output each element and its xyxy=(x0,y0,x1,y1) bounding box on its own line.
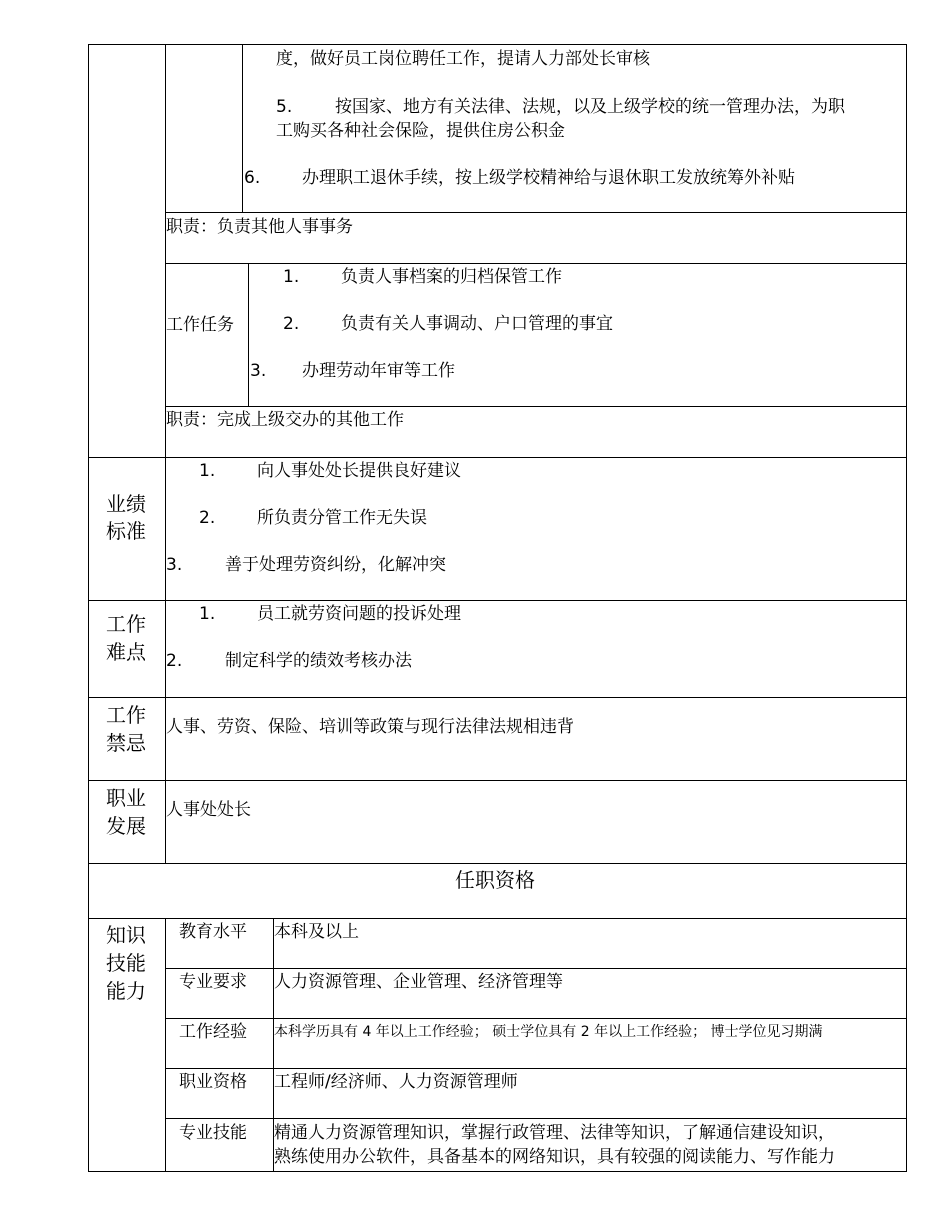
row-line-9 xyxy=(88,918,907,919)
row-line-4 xyxy=(88,457,907,458)
difficulty-1-text: 员工就劳资问题的投诉处理 xyxy=(257,604,461,624)
label-column-divider-bottom xyxy=(165,918,166,1172)
table-border-bottom xyxy=(88,1171,907,1172)
row1-item-5-number: 5. xyxy=(276,97,293,117)
row1-item-6-text: 办理职工退休手续，按上级学校精神给与退休职工发放统筹外补贴 xyxy=(302,168,795,188)
career-text: 人事处处长 xyxy=(166,800,251,820)
task-2-number: 2. xyxy=(283,314,300,334)
inner-divider-tasks xyxy=(248,263,249,407)
qual-skills-value-2: 熟练使用办公软件，具备基本的网络知识，具有较强的阅读能力、写作能力 xyxy=(274,1147,835,1167)
row1-item-6-number: 6. xyxy=(244,168,261,188)
qual-row-line-3 xyxy=(165,1068,907,1069)
performance-3-number: 3. xyxy=(166,555,183,575)
qual-experience-value: 本科学历具有 4 年以上工作经验； 硕士学位具有 2 年以上工作经验； 博士学位见习期满 xyxy=(274,1024,823,1040)
difficulty-label-2: 难点 xyxy=(106,640,146,664)
qual-major-label: 专业要求 xyxy=(179,972,247,992)
task-3-text: 办理劳动年审等工作 xyxy=(302,361,455,381)
career-label-1: 职业 xyxy=(106,786,146,810)
table-border-top xyxy=(88,44,907,45)
career-label-2: 发展 xyxy=(106,814,146,838)
qual-skills-label: 专业技能 xyxy=(179,1123,247,1143)
qual-certification-label: 职业资格 xyxy=(179,1072,247,1092)
performance-1-number: 1. xyxy=(199,461,216,481)
row-line-8 xyxy=(88,863,907,864)
row1-item-5-text: 按国家、地方有关法律、法规，以及上级学校的统一管理办法，为职 xyxy=(335,97,845,117)
qual-row-line-1 xyxy=(165,968,907,969)
performance-label-1: 业绩 xyxy=(106,492,146,516)
row-line-3 xyxy=(165,406,907,407)
table-border-right xyxy=(906,44,907,1172)
performance-label-2: 标准 xyxy=(106,519,146,543)
difficulty-2-text: 制定科学的绩效考核办法 xyxy=(225,651,412,671)
difficulty-2-number: 2. xyxy=(166,651,183,671)
row-line-7 xyxy=(88,780,907,781)
qualification-title: 任职资格 xyxy=(455,868,535,892)
row-line-5 xyxy=(88,600,907,601)
qual-skills-value-1: 精通人力资源管理知识，掌握行政管理、法律等知识，了解通信建设知识， xyxy=(274,1123,835,1143)
task-1-text: 负责人事档案的归档保管工作 xyxy=(341,267,562,287)
difficulty-label-1: 工作 xyxy=(106,612,146,636)
task-3-number: 3. xyxy=(250,361,267,381)
performance-2-number: 2. xyxy=(199,508,216,528)
qual-major-value: 人力资源管理、企业管理、经济管理等 xyxy=(274,972,563,992)
qual-certification-value: 工程师/经济师、人力资源管理师 xyxy=(274,1072,518,1092)
difficulty-1-number: 1. xyxy=(199,604,216,624)
label-column-divider-top xyxy=(165,44,166,863)
qual-row-line-4 xyxy=(165,1118,907,1119)
duty-extra: 职责：完成上级交办的其他工作 xyxy=(166,410,404,430)
table-border-left xyxy=(88,44,89,1172)
qual-experience-label: 工作经验 xyxy=(179,1022,247,1042)
row-line-6 xyxy=(88,697,907,698)
qualification-label-3: 能力 xyxy=(106,979,146,1003)
taboo-text: 人事、劳资、保险、培训等政策与现行法律法规相违背 xyxy=(166,717,574,737)
task-2-text: 负责有关人事调动、户口管理的事宜 xyxy=(341,314,613,334)
qualification-label-2: 技能 xyxy=(106,951,146,975)
taboo-label-2: 禁忌 xyxy=(106,731,146,755)
qual-row-line-2 xyxy=(165,1018,907,1019)
qual-education-label: 教育水平 xyxy=(179,922,247,942)
task-label: 工作任务 xyxy=(166,315,234,335)
qualification-label-1: 知识 xyxy=(106,923,146,947)
task-1-number: 1. xyxy=(283,267,300,287)
performance-3-text: 善于处理劳资纠纷，化解冲突 xyxy=(225,555,446,575)
qual-education-value: 本科及以上 xyxy=(274,922,359,942)
duty-other-affairs: 职责：负责其他人事事务 xyxy=(166,217,353,237)
row1-item-5-text-cont: 工购买各种社会保险，提供住房公积金 xyxy=(276,121,565,141)
performance-1-text: 向人事处处长提供良好建议 xyxy=(257,461,461,481)
performance-2-text: 所负责分管工作无失误 xyxy=(257,508,427,528)
row-line-1 xyxy=(165,212,907,213)
taboo-label-1: 工作 xyxy=(106,703,146,727)
inner-divider-row1 xyxy=(242,44,243,213)
row1-line-1: 度，做好员工岗位聘任工作，提请人力部处长审核 xyxy=(276,49,650,69)
row-line-2 xyxy=(165,263,907,264)
